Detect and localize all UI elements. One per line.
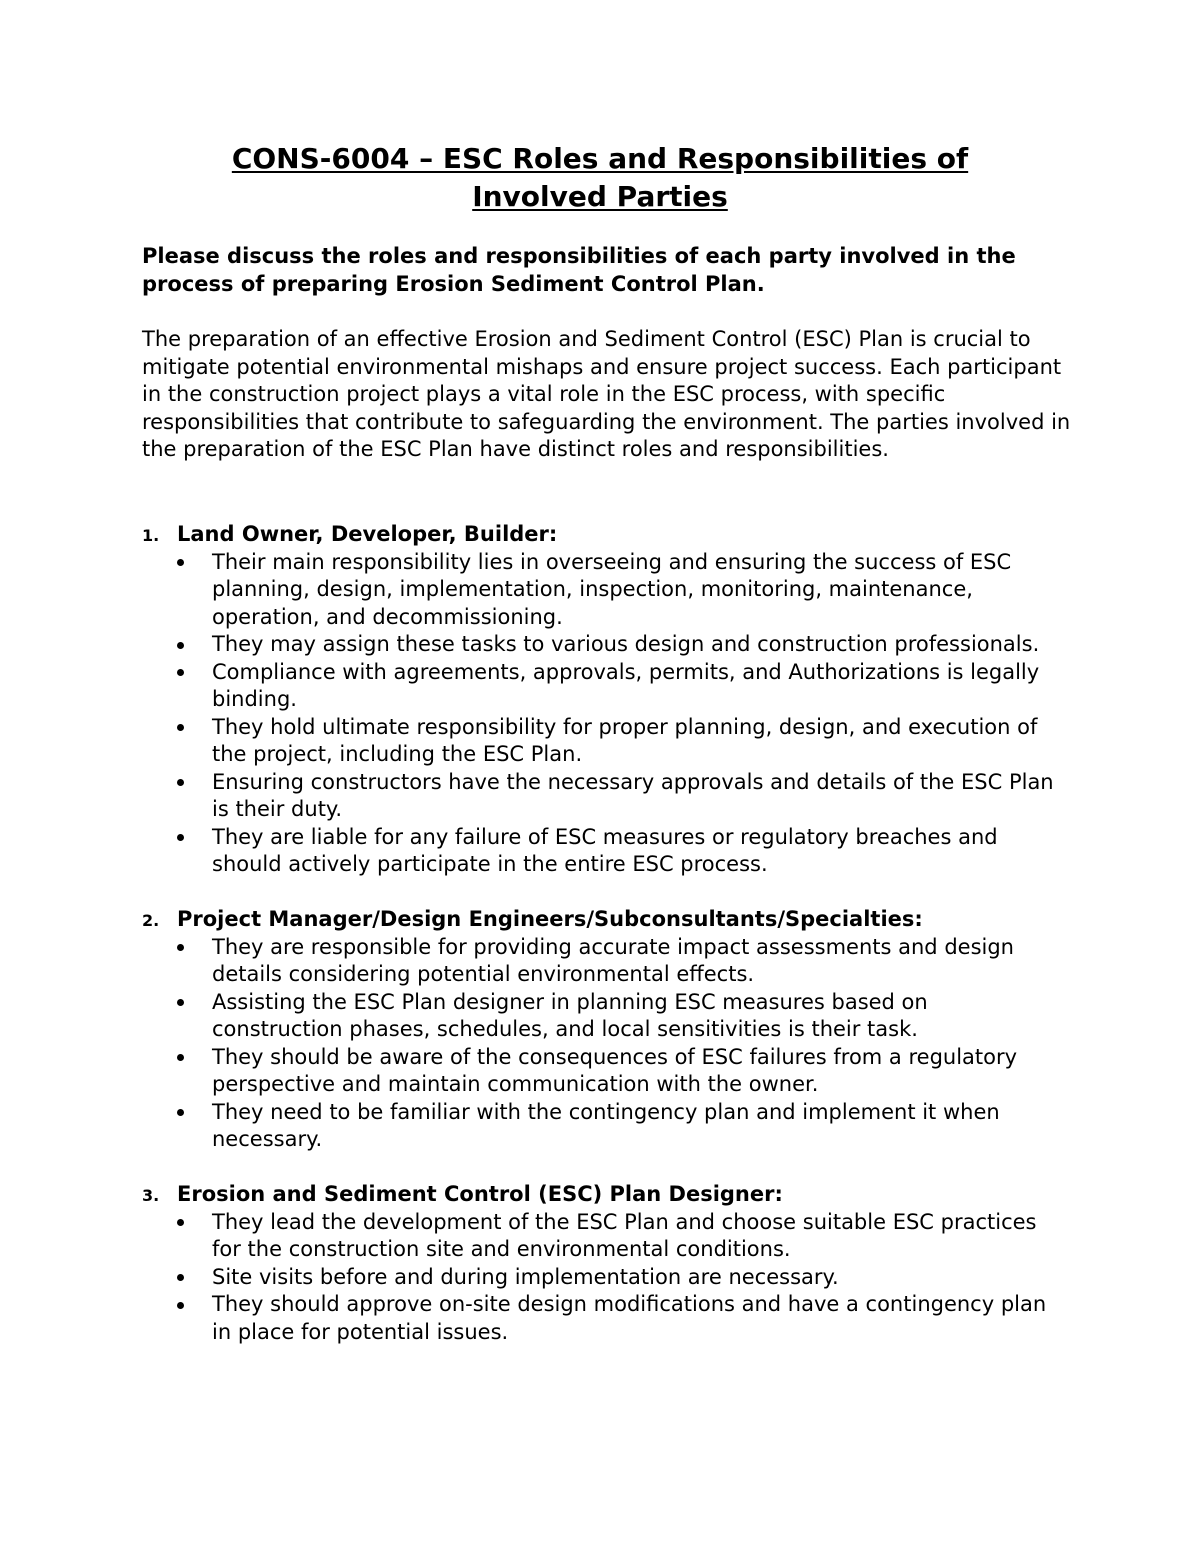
- bullet-dot-icon: [177, 834, 184, 841]
- bullet-dot-icon: [177, 779, 184, 786]
- list-item: [142, 1044, 1062, 1099]
- bullet-dot-icon: [177, 944, 184, 951]
- document-title: [0, 140, 1200, 216]
- section-number: 2.: [142, 911, 160, 930]
- bullet-text: They should be aware of the consequences of ESC failures from a regulatory perspective and maintain communication with the owner.: [212, 1044, 1018, 1096]
- section-heading-text: Project Manager/Design Engineers/Subconsultants/Specialties:: [177, 907, 923, 931]
- list-item: [142, 1209, 1062, 1264]
- list-item: [142, 824, 1062, 879]
- section-heading: [142, 521, 1082, 549]
- bullet-dot-icon: [177, 999, 184, 1006]
- section-3: [142, 1181, 1082, 1346]
- bullet-dot-icon: [177, 1274, 184, 1281]
- bullet-list: [142, 549, 1082, 879]
- bullet-list: [142, 1209, 1082, 1347]
- bullet-text: Ensuring constructors have the necessary approvals and details of the ESC Plan is their duty.: [212, 769, 1054, 821]
- list-item: [142, 549, 1062, 632]
- bullet-text: They hold ultimate responsibility for proper planning, design, and execution of the project, including the ESC Plan.: [212, 714, 1038, 766]
- intro-paragraph: The preparation of an effective Erosion and Sediment Control (ESC) Plan is crucial to mitigate potential environmental mishaps and ensure project success. Each participant in the construction project plays a vital role in the ESC process, with specific responsibilities that contribute to safeguarding the environment. The parties involved in the preparation of the ESC Plan have distinct roles and responsibilities.: [142, 327, 1071, 461]
- section-heading: [142, 906, 1082, 934]
- bullet-text: Site visits before and during implementation are necessary.: [212, 1264, 839, 1289]
- title-line-2: Involved Parties: [472, 180, 728, 213]
- list-item: [142, 631, 1062, 659]
- bullet-text: They are responsible for providing accurate impact assessments and design details considering potential environmental effects.: [212, 934, 1014, 986]
- section-heading-text: Erosion and Sediment Control (ESC) Plan Designer:: [177, 1182, 783, 1206]
- bullet-text: They need to be familiar with the contingency plan and implement it when necessary.: [212, 1099, 1000, 1151]
- bullet-text: Compliance with agreements, approvals, permits, and Authorizations is legally binding.: [212, 659, 1040, 711]
- list-item: [142, 714, 1062, 769]
- section-heading-text: Land Owner, Developer, Builder:: [177, 522, 558, 546]
- list-item: [142, 1291, 1062, 1346]
- bullet-dot-icon: [177, 1109, 184, 1116]
- bullet-text: They may assign these tasks to various design and construction professionals.: [212, 632, 1040, 656]
- bullet-dot-icon: [177, 669, 184, 676]
- question-prompt: Please discuss the roles and responsibilities of each party involved in the process of preparing Erosion Sediment Control Plan.: [142, 244, 1016, 296]
- title-line-1: CONS-6004 – ESC Roles and Responsibilities of: [231, 142, 969, 175]
- section-2: [142, 906, 1082, 1154]
- bullet-text: Assisting the ESC Plan designer in planning ESC measures based on construction phases, schedules, and local sensitivities is their task.: [212, 989, 928, 1041]
- section-heading: [142, 1181, 1082, 1209]
- list-item: [142, 1264, 1062, 1292]
- bullet-text: They are liable for any failure of ESC measures or regulatory breaches and should actively participate in the entire ESC process.: [212, 824, 998, 876]
- bullet-dot-icon: [177, 1302, 184, 1309]
- bullet-text: Their main responsibility lies in overseeing and ensuring the success of ESC planning, design, implementation, inspection, monitoring, maintenance, operation, and decommissioning.: [212, 549, 1012, 629]
- section-number: 3.: [142, 1186, 160, 1205]
- bullet-dot-icon: [177, 724, 184, 731]
- list-item: [142, 769, 1062, 824]
- section-1: [142, 521, 1082, 879]
- list-item: [142, 1099, 1062, 1154]
- bullet-text: They lead the development of the ESC Plan and choose suitable ESC practices for the construction site and environmental conditions.: [212, 1209, 1037, 1261]
- sections-list: [142, 521, 1082, 1374]
- bullet-dot-icon: [177, 1054, 184, 1061]
- bullet-dot-icon: [177, 559, 184, 566]
- bullet-list: [142, 934, 1082, 1154]
- bullet-text: They should approve on-site design modifications and have a contingency plan in place for potential issues.: [212, 1292, 1047, 1344]
- list-item: [142, 934, 1062, 989]
- section-number: 1.: [142, 526, 160, 545]
- bullet-dot-icon: [177, 1219, 184, 1226]
- list-item: [142, 659, 1062, 714]
- bullet-dot-icon: [177, 642, 184, 649]
- list-item: [142, 989, 1062, 1044]
